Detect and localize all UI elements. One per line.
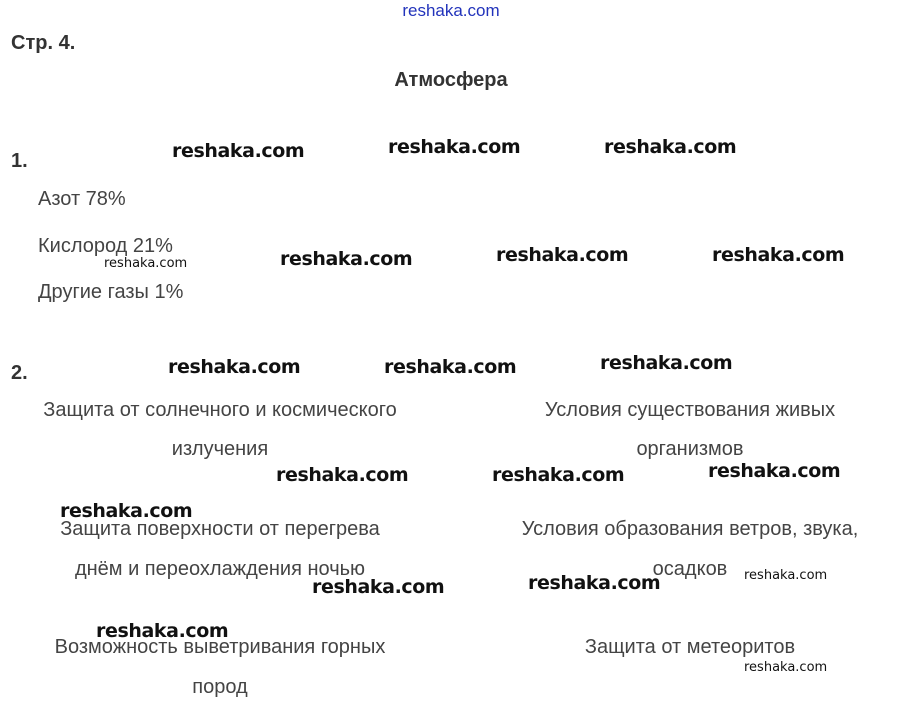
fact-radiation-protection-line1: Защита от солнечного и космического — [43, 399, 397, 421]
page-title: Атмосфера — [394, 69, 508, 91]
composition-other-gases: Другие газы 1% — [38, 281, 184, 303]
fact-meteorite-protection: Защита от метеоритов — [584, 636, 796, 658]
watermark: reshaka.com — [492, 464, 625, 486]
fact-temperature-protection-line2: днём и переохлаждения ночью — [74, 558, 366, 580]
watermark: reshaka.com — [600, 352, 733, 374]
watermark: reshaka.com — [60, 500, 193, 522]
watermark: reshaka.com — [276, 464, 409, 486]
composition-oxygen: Кислород 21% — [38, 235, 173, 257]
watermark: reshaka.com — [168, 356, 301, 378]
fact-weather-conditions-line1: Условия образования ветров, звука, — [521, 518, 859, 540]
watermark: reshaka.com — [312, 576, 445, 598]
watermark: reshaka.com — [280, 248, 413, 270]
watermark: reshaka.com — [496, 244, 629, 266]
watermark: reshaka.com — [388, 136, 521, 158]
watermark: reshaka.com — [96, 620, 229, 642]
fact-living-conditions-line2: организмов — [636, 438, 744, 460]
watermark: reshaka.com — [384, 356, 517, 378]
watermark-small: reshaka.com — [104, 256, 188, 271]
fact-weathering-line2: пород — [192, 676, 248, 698]
watermark: reshaka.com — [712, 244, 845, 266]
fact-living-conditions-line1: Условия существования живых — [544, 399, 836, 421]
fact-temperature-protection-line1: Защита поверхности от перегрева — [60, 518, 380, 540]
watermark: reshaka.com — [172, 140, 305, 162]
watermark: reshaka.com — [604, 136, 737, 158]
watermark-small: reshaka.com — [744, 660, 828, 675]
site-link[interactable]: reshaka.com — [402, 1, 500, 20]
question-2-number: 2. — [11, 362, 28, 384]
fact-weathering-line1: Возможность выветривания горных — [54, 636, 386, 658]
watermark: reshaka.com — [528, 572, 661, 594]
fact-radiation-protection-line2: излучения — [171, 438, 269, 460]
composition-nitrogen: Азот 78% — [38, 188, 126, 210]
fact-weather-conditions-line2: осадков — [652, 558, 728, 580]
watermark-small: reshaka.com — [744, 568, 828, 583]
page-reference: Стр. 4. — [11, 32, 76, 54]
question-1-number: 1. — [11, 150, 28, 172]
watermark: reshaka.com — [708, 460, 841, 482]
